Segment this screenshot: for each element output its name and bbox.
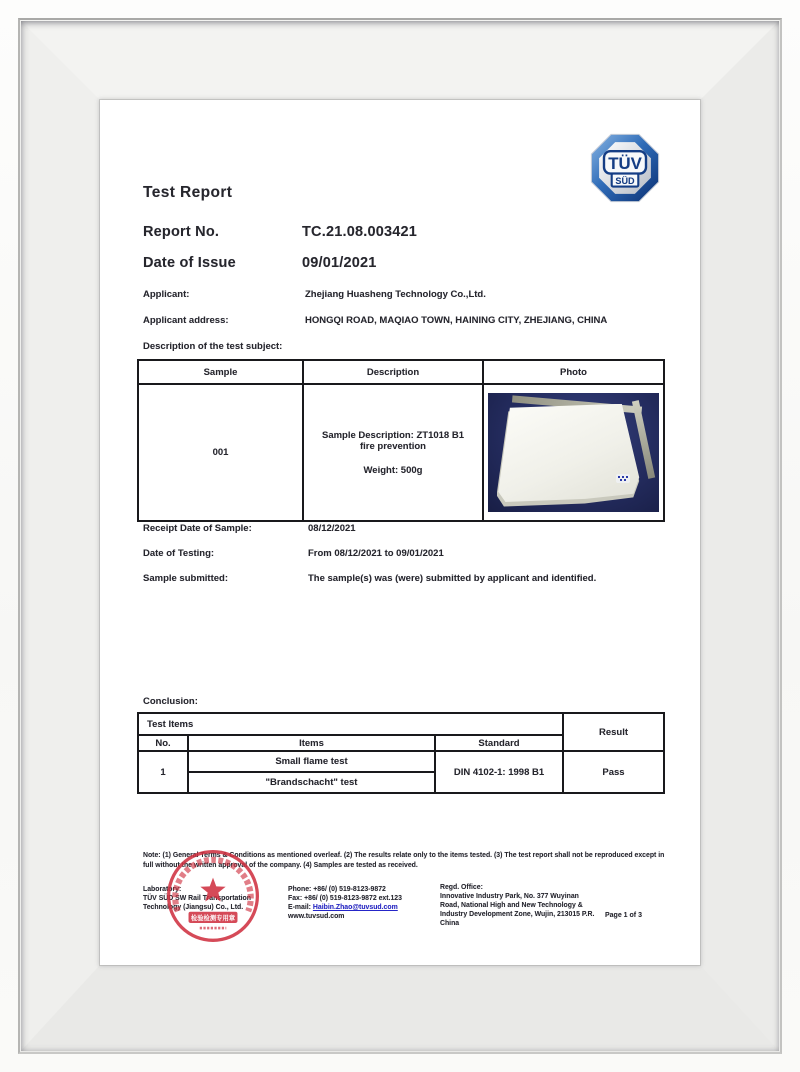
email-link[interactable]: Haibin.Zhao@tuvsud.com: [312, 904, 398, 911]
date-of-issue-label: Date of Issue: [143, 255, 236, 271]
office-line3: Industry Development Zone, Wujin, 213015 P.R.: [440, 911, 595, 918]
standard-cell: DIN 4102-1: 1998 B1: [435, 751, 563, 793]
red-stamp: [162, 848, 264, 950]
sample-id-cell: 001: [138, 384, 303, 521]
conclusion-table: [137, 712, 665, 794]
photo-col-header: Photo: [483, 360, 664, 384]
sample-sheet: [498, 404, 643, 506]
sample-photo: [488, 393, 659, 512]
test-report-document: [100, 100, 700, 965]
email-label: E-mail:: [288, 904, 311, 911]
office-line4: China: [440, 920, 460, 927]
receipt-date-label: Receipt Date of Sample:: [143, 523, 252, 534]
applicant-address-label: Applicant address:: [143, 315, 229, 326]
result-cell: Pass: [563, 751, 664, 793]
test-items-header: Test Items: [138, 713, 563, 735]
laboratory-name-line1: TÜV SÜD SW Rail Transportation: [143, 895, 251, 902]
result-header: Result: [563, 713, 664, 751]
stamp-banner-text: 检验检测专用章: [190, 915, 236, 923]
sample-sticker: [616, 474, 630, 483]
page-title: Test Report: [143, 184, 233, 201]
office-line1: Innovative Industry Park, No. 377 Wuyinan: [440, 893, 579, 900]
website-line: www.tuvsud.com: [288, 913, 345, 920]
laboratory-name-line2: Technology (Jiangsu) Co., Ltd.: [143, 904, 244, 911]
row-no-cell: 1: [138, 751, 188, 793]
report-no-value: TC.21.08.003421: [302, 224, 418, 240]
applicant-address-value: HONGQI ROAD, MAQIAO TOWN, HAINING CITY, ZHEJIANG, CHINA: [305, 315, 608, 326]
conclusion-heading: Conclusion:: [143, 696, 198, 707]
office-line2: Road, National High and New Technology &: [440, 902, 583, 909]
office-label: Regd. Office:: [440, 884, 483, 891]
receipt-date-value: 08/12/2021: [308, 523, 356, 534]
report-no-label: Report No.: [143, 224, 220, 240]
footnote: Note: (1) General Terms & Conditions as mentioned overleaf. (2) The results relate only to the items tested. (3) The test report shall not be reproduced except in full without the written approval of the company. (4) Samples are tested as received.: [143, 852, 665, 869]
sample-weight-text: Weight: 500g: [363, 464, 423, 476]
sample-submitted-label: Sample submitted:: [143, 573, 228, 584]
sample-table: [137, 359, 665, 522]
fax-line: Fax: +86/ (0) 519-8123-9872 ext.123: [288, 895, 402, 902]
no-header: No.: [138, 735, 188, 751]
description-heading: Description of the test subject:: [143, 341, 283, 352]
sample-col-header: Sample: [138, 360, 303, 384]
laboratory-label: Laboratory:: [143, 886, 182, 893]
office-block: [440, 883, 594, 928]
tuv-sud-logo: [588, 133, 662, 203]
applicant-label: Applicant:: [143, 289, 190, 300]
applicant-value: Zhejiang Huasheng Technology Co.,Ltd.: [305, 289, 486, 300]
logo-text-sud: SÜD: [615, 175, 635, 186]
sample-submitted-value: The sample(s) was (were) submitted by applicant and identified.: [308, 573, 597, 584]
date-of-testing-label: Date of Testing:: [143, 548, 215, 559]
contact-block: [288, 885, 402, 921]
item-1-cell: Small flame test: [188, 751, 435, 772]
logo-text-tuv: TÜV: [608, 154, 642, 174]
items-header: Items: [188, 735, 435, 751]
phone-line: Phone: +86/ (0) 519-8123-9872: [288, 886, 386, 893]
date-of-testing-value: From 08/12/2021 to 09/01/2021: [308, 548, 444, 559]
sample-description-cell: [303, 384, 483, 521]
description-col-header: Description: [303, 360, 483, 384]
date-of-issue-value: 09/01/2021: [302, 255, 377, 271]
standard-header: Standard: [435, 735, 563, 751]
stamp-star: [200, 878, 225, 902]
sample-photo-cell: [483, 384, 664, 521]
sample-description-text: Sample Description: ZT1018 B1 fire prevention: [321, 429, 465, 452]
page-number: Page 1 of 3: [605, 912, 642, 919]
email-line: [288, 903, 402, 912]
item-2-cell: "Brandschacht" test: [188, 772, 435, 793]
